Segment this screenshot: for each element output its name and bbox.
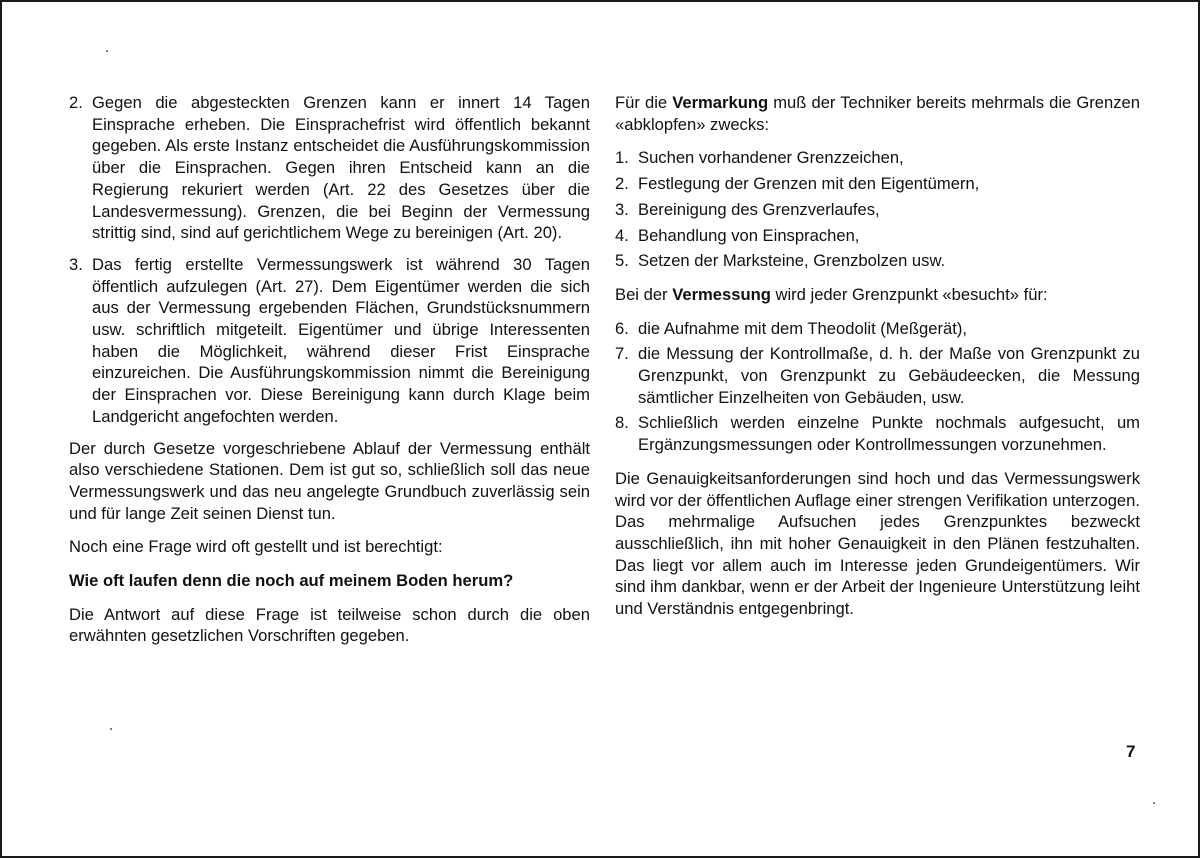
list-item-3 (69, 254, 590, 428)
list-item (615, 250, 1140, 272)
list-number: 3. (69, 254, 83, 274)
list-item (615, 173, 1140, 195)
scan-speck (1153, 802, 1155, 804)
list-number: 5. (615, 251, 629, 271)
page-number: 7 (1126, 742, 1136, 761)
list-number: 1. (615, 148, 629, 168)
scan-speck (106, 50, 108, 52)
list-text: die Aufnahme mit dem Theodolit (Meßgerät), (638, 318, 967, 338)
list-text: Schließlich werden einzelne Punkte nochmals aufgesucht, um Ergänzungsmessungen oder Kontrollmessungen vorzunehmen. (638, 413, 1140, 455)
list-text: Bereinigung des Grenzverlaufes, (638, 199, 880, 219)
intro-text: Bei der (615, 284, 673, 304)
list-text: Behandlung von Einsprachen, (638, 225, 860, 245)
list-item (615, 199, 1140, 221)
list-number: 6. (615, 318, 629, 338)
vermarkung-term: Vermarkung (672, 93, 769, 112)
scan-speck (110, 728, 112, 730)
vermessung-term: Vermessung (672, 284, 771, 304)
vermarkung-intro (615, 92, 1140, 135)
list-number: 2. (69, 93, 83, 112)
list-number: 8. (615, 413, 629, 433)
right-column (615, 92, 1140, 620)
paragraph-question-intro: Noch eine Frage wird oft gestellt und ist berechtigt: (69, 537, 443, 557)
list-item (615, 412, 1140, 455)
list-number: 3. (615, 199, 629, 219)
question-heading: Wie oft laufen denn die noch auf meinem Boden herum? (69, 571, 514, 591)
list-number: 7. (615, 344, 629, 364)
list-number: 2. (615, 174, 629, 194)
intro-text: Für die (615, 93, 673, 112)
paragraph-accuracy: Die Genauigkeitsanforderungen sind hoch und das Vermessungswerk wird vor der öffentlichen Auflage einer strengen Verifikation unterzogen. Das mehrmalige Aufsuchen jedes Grenzpunktes bezweckt ausschließlich, ihn mit hoher Genauigkeit in den Plänen festzuhalten. Das liegt vor allem auch im Interesse jeden Grundeigentümers. Wir sind ihm dankbar, wenn er der Arbeit der Ingenieure Unterstützung leiht und Verständnis entgegenbringt. (615, 468, 1140, 619)
vermessung-intro (615, 284, 1140, 306)
intro-text: muß der Techniker bereits mehrmals die Grenzen «abklopfen» zwecks: (615, 93, 1140, 134)
left-column (69, 92, 590, 647)
list-text: Setzen der Marksteine, Grenzbolzen usw. (638, 251, 946, 271)
paragraph-answer: Die Antwort auf diese Frage ist teilweise schon durch die oben erwähnten gesetzlichen Vorschriften gegeben. (69, 604, 590, 646)
list-item-2 (69, 92, 590, 244)
list-text: Festlegung der Grenzen mit den Eigentümern, (638, 174, 980, 194)
list-text: Suchen vorhandener Grenzzeichen, (638, 148, 904, 168)
list-text: Das fertig erstellte Vermessungswerk ist während 30 Tagen öffentlich aufzulegen (Art. 27). Dem Eigentümer werden die sich aus der Vermessung ergebenden Flächen, Grundstücksnummern usw. schriftlich mitgeteilt. Eigentümer und übrige Interessenten haben die Möglichkeit, während dieser Frist Einsprache einzureichen. Die Ausführungskommission nimmt die Bereinigung der Einsprachen vor. Diese Bereinigung kann durch Klage beim Landgericht angefochten werden. (92, 254, 590, 426)
paragraph-stations: Der durch Gesetze vorgeschriebene Ablauf der Vermessung enthält also verschiedene Stationen. Dem ist gut so, schließlich soll das neue Vermessungswerk und das neu angelegte Grundbuch zuverlässig sein und für lange Zeit seinen Dienst tun. (69, 438, 590, 523)
list-text: Gegen die abgesteckten Grenzen kann er innert 14 Tagen Einsprache erheben. Die Einsprachefrist wird öffentlich bekannt gegeben. Als erste Instanz entscheidet die Ausführungskommission über die Einsprachen. Gegen ihren Entscheid kann an die Regierung rekuriert werden (Art. 22 des Gesetzes über die Landesvermessung). Grenzen, die bei Beginn der Vermessung strittig sind, sind auf gerichtlichem Wege zu bereinigen (Art. 20). (92, 93, 590, 243)
list-item (615, 225, 1140, 247)
list-text: die Messung der Kontrollmaße, d. h. der Maße von Grenzpunkt zu Grenzpunkt, von Grenzpunkt zu Gebäudeecken, die Messung sämtlicher Einzelheiten von Gebäuden, usw. (638, 344, 1140, 407)
list-item (615, 318, 1140, 340)
vermessung-list (615, 318, 1140, 456)
vermarkung-list (615, 147, 1140, 272)
list-item (615, 343, 1140, 408)
list-number: 4. (615, 225, 629, 245)
intro-text: wird jeder Grenzpunkt «besucht» für: (770, 284, 1048, 304)
list-item (615, 147, 1140, 169)
